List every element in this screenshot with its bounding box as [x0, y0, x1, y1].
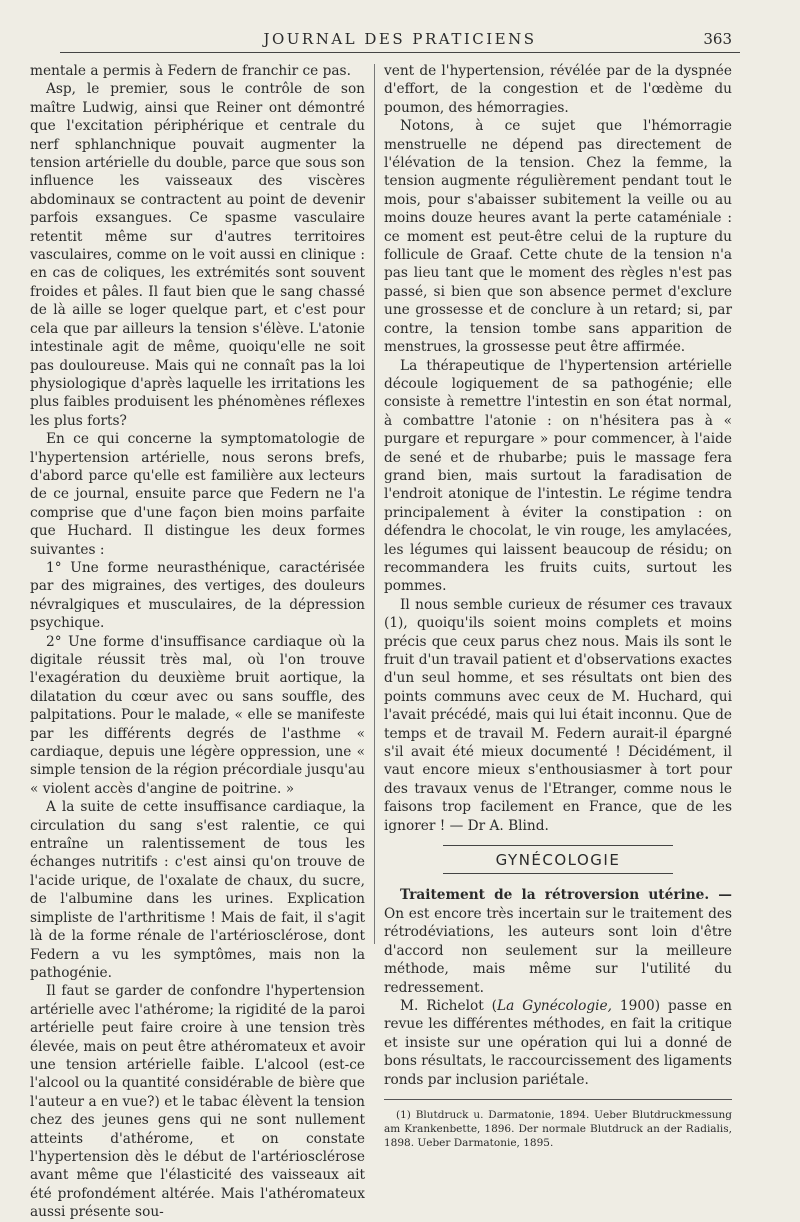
- paragraph: vent de l'hypertension, révélée par de la dyspnée d'effort, de la congestion et de l'œdème du poumon, des hémorragies.: [384, 63, 732, 116]
- paragraph: Asp, le premier, sous le contrôle de son maître Ludwig, ainsi que Reiner ont démontré que l'excitation périphérique et centrale du nerf sphlanchnique pouvait augmenter la tension artérielle du double, parce que sous son influence les vaisseaux des viscères abdominaux se contractent au point de devenir parfois exsangues. Ce spasme vasculaire retentit même sur d'autres territoires vasculaires, comme on le voit aussi en clinique : en cas de coliques, les extrémités sont souvent froides et pâles. Il faut bien que le sang chassé de là aille se loger quelque part, et c'est pour cela que par ailleurs la tension s'élève. L'atonie intestinale agit de même, quoiqu'elle ne soit pas douloureuse. Mais qui ne connaît pas la loi physiologique d'après laquelle les irritations les plus faibles produisent les phénomènes réflexes les plus forts?: [30, 81, 365, 429]
- left-column: [30, 62, 365, 1222]
- article-paragraph: [384, 886, 732, 996]
- page-number: 363: [703, 30, 732, 48]
- paragraph: A la suite de cette insuffisance cardiaque, la circulation du sang s'est ralentie, ce qui entraîne un ralentissement de tous les échanges nutritifs : c'est ainsi qu'on trouve de l'acide urique, de l'oxalate de chaux, du sucre, de l'albumine dans les urines. Explication simpliste de l'arthritisme ! Mais de fait, il s'agit là de la forme rénale de l'artériosclérose, dont Federn a vu les symptômes, mais non la pathogénie.: [30, 799, 365, 981]
- article-text: M. Richelot (: [400, 997, 498, 1014]
- article-title: Traitement de la rétroversion utérine. —: [400, 887, 732, 904]
- footnotes: [384, 1099, 732, 1150]
- section-heading-block: [384, 845, 732, 874]
- paragraph: Il faut se garder de confondre l'hypertension artérielle avec l'athérome; la rigidité de la paroi artérielle peut faire croire à une tension très élevée, mais on peut être athéromateux et avoir une tension artérielle faible. L'alcool (est-ce l'alcool ou la quantité considérable de bière que l'auteur a en vue?) et le tabac élèvent la tension chez des jeunes gens qui ne sont nullement atteints d'athérome, et on constate l'hypertension dès le début de l'artériosclérose avant même que l'élasticité des vaisseaux ait été profondément altérée. Mais l'athéromateux aussi présente sou-: [30, 983, 365, 1221]
- paragraph: 1° Une forme neurasthénique, caractérisée par des migraines, des vertiges, des douleurs névralgiques et musculaires, de la dépression psychique.: [30, 559, 365, 632]
- journal-name: La Gynécologie,: [497, 997, 612, 1014]
- section-heading: GYNÉCOLOGIE: [495, 851, 621, 870]
- paragraph: En ce qui concerne la symptomatologie de l'hypertension artérielle, nous serons brefs, d'abord parce qu'elle est familière aux lecteurs de ce journal, ensuite parce que Federn ne l'a comprise que d'une façon bien moins parfaite que Huchard. Il distingue les deux formes suivantes :: [30, 431, 365, 558]
- paragraph: 2° Une forme d'insuffisance cardiaque où la digitale réussit très mal, où l'on trouve l'exagération du deuxième bruit aortique, la dilatation du cœur avec ou sans souffle, des palpitations. Pour le malade, « elle se manifeste par les différents degrés de l'asthme « cardiaque, depuis une légère oppression, une « simple tension de la région précordiale jusqu'au « violent accès d'angine de poitrine. »: [30, 633, 365, 797]
- running-title: JOURNAL DES PRATICIENS: [263, 30, 537, 48]
- footnote: (1) Blutdruck u. Darmatonie, 1894. Ueber Blutdruckmessung am Krankenbette, 1896. Der normale Blutdruck an der Radialis, 1898. Ueber Darmatonie, 1895.: [384, 1108, 732, 1149]
- page-header: [60, 28, 740, 53]
- article-intro: On est encore très incertain sur le traitement des rétrodéviations, les auteurs sont loin d'être d'accord non seulement sur la meilleure méthode, mais même sur l'utilité du redressement.: [384, 905, 732, 996]
- paragraph: Notons, à ce sujet que l'hémorragie menstruelle ne dépend pas directement de l'élévation de la tension. Chez la femme, la tension augmente régulièrement pendant tout le mois, pour s'abaisser subitement la veille ou au moins douze heures avant la perte cataméniale : ce moment est peut-être celui de la rupture du follicule de Graaf. Cette chute de la tension n'a pas lieu tant que le moment des règles n'est pas passé, si bien que son absence permet d'exclure une grossesse et de conclure à un retard; si, par contre, la tension tombe sans apparition de menstrues, la grossesse peut être affirmée.: [384, 118, 732, 356]
- section-rule-bottom: [443, 873, 673, 874]
- paragraph: La thérapeutique de l'hypertension artérielle découle logiquement de sa pathogénie; elle consiste à remettre l'intestin en son état normal, à combattre l'atonie : on n'hésitera pas à « purgare et repurgare » pour commencer, à l'aide de sené et de rhubarbe; puis le massage fera grand bien, mais surtout la faradisation de l'endroit atonique de l'intestin. Le régime tendra principalement à éviter la constipation : on défendra le chocolat, le vin rouge, les amylacées, les légumes qui laissent beaucoup de résidu; on recommandera les fruits cuits, surtout les pommes.: [384, 357, 732, 595]
- paragraph: mentale a permis à Federn de franchir ce pas.: [30, 63, 351, 79]
- column-divider: [374, 64, 375, 944]
- right-column: [384, 62, 732, 1150]
- paragraph: Il nous semble curieux de résumer ces travaux (1), quoiqu'ils soient moins complets et moins précis que ceux parus chez nous. Mais ils sont le fruit d'un travail patient et d'observations exactes d'un seul homme, et ses résultats ont bien des points communs avec ceux de M. Huchard, qui l'avait précédé, mais qui lui était inconnu. Que de temps et de travail M. Federn aurait-il épargné s'il avait été mieux documenté ! Décidément, il vaut encore mieux s'enthousiasmer à tort pour des travaux venus de l'Etranger, comme nous le faisons trop facilement en France, que de les ignorer ! — Dr A. Blind.: [384, 596, 732, 834]
- article-text: 1900) passe en revue les différentes méthodes, en fait la critique et insiste sur une opération qui lui a donné de bons résultats, le raccourcissement des ligaments ronds par inclusion pariétale.: [384, 997, 732, 1088]
- article-paragraph: [384, 997, 732, 1089]
